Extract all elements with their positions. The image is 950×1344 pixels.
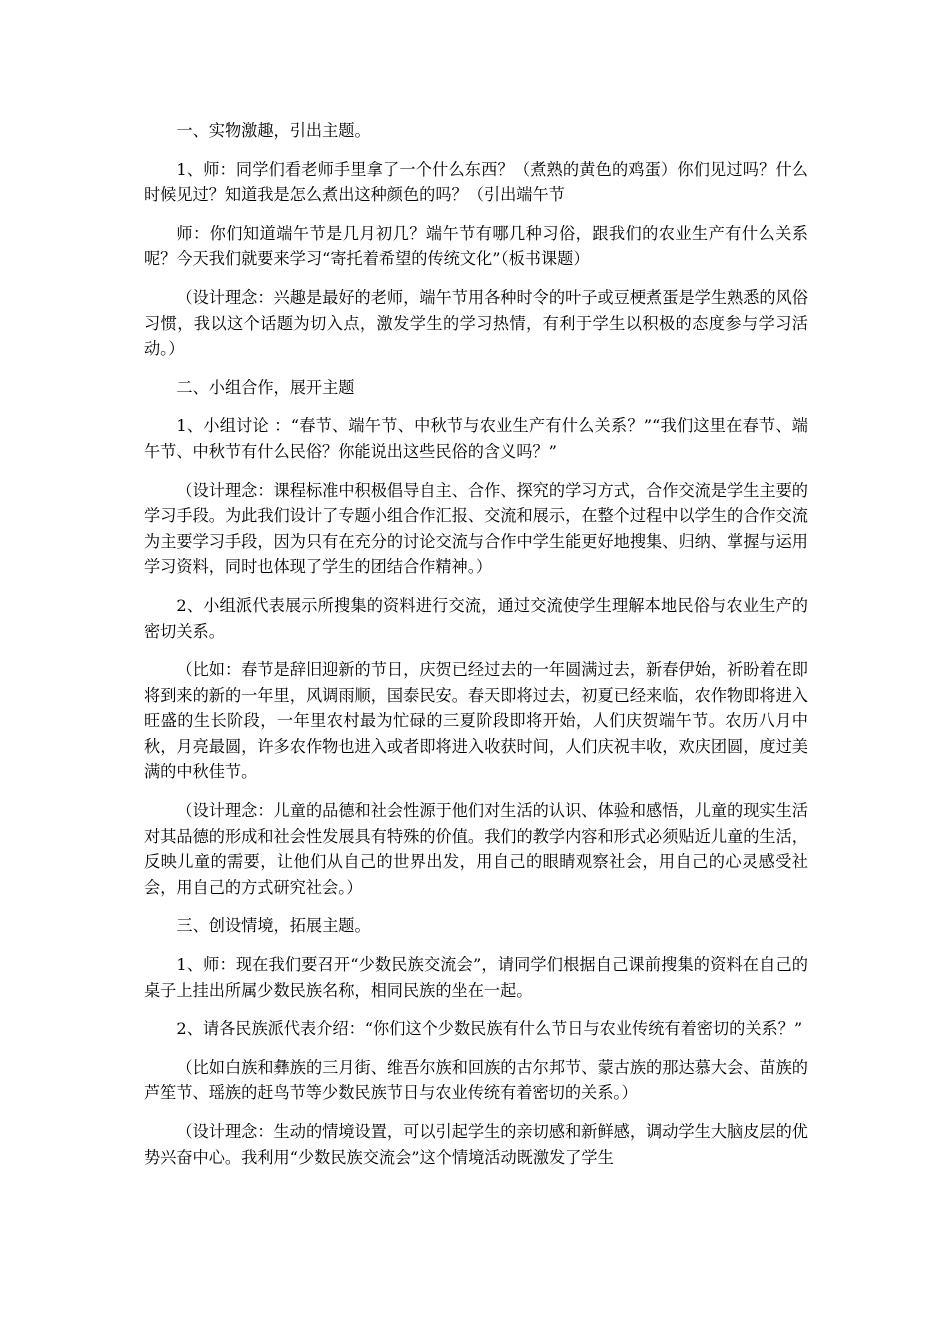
design-rationale-paragraph: （设计理念：儿童的品德和社会性源于他们对生活的认识、体验和感悟，儿童的现实生活对其品德的形成和社会性发展具有特殊的价值。我们的教学内容和形式必须贴近儿童的生活，反映儿童的需要，让他们从自己的世界出发，用自己的眼睛观察社会，用自己的心灵感受社会，用自己的方式研究社会。） (144, 801, 808, 897)
section-heading-1: 一、实物激趣，引出主题。 (176, 121, 371, 140)
design-rationale-paragraph: （设计理念：生动的情境设置，可以引起学生的亲切感和新鲜感，调动学生大脑皮层的优势兴奋中心。我利用“少数民族交流会”这个情境活动既激发了学生 (144, 1122, 808, 1167)
design-rationale-paragraph: （设计理念：兴趣是最好的老师，端午节用各种时令的叶子或豆梗煮蛋是学生熟悉的风俗习惯，我以这个话题为切入点，激发学生的学习热情，有利于学生以积极的态度参与学习活动。） (144, 287, 808, 359)
section-heading-3: 三、创设情境，拓展主题。 (176, 916, 371, 936)
paragraph: 2、小组派代表展示所搜集的资料进行交流，通过交流使学生理解本地民俗与农业生产的密切关系。 (144, 595, 808, 641)
section-heading-2: 二、小组合作，展开主题 (176, 377, 355, 397)
paragraph: 1、小组讨论 ：“春节、端午节、中秋节与农业生产有什么关系？”“我们这里在春节、端午节、中秋节有什么民俗？你能说出这些民俗的含义吗？” (144, 416, 808, 461)
paragraph: 1、师：现在我们要召开“少数民族交流会”，请同学们根据自己课前搜集的资料在自己的桌子上挂出所属少数民族名称，相同民族的坐在一起。 (144, 955, 808, 1000)
example-paragraph: （比如：春节是辞旧迎新的节日，庆贺已经过去的一年圆满过去，新春伊始，祈盼着在即将到来的新的一年里，风调雨顺，国泰民安。春天即将过去，初夏已经来临，农作物即将进入旺盛的生长阶段，一年里农村最为忙碌的三夏阶段即将开始，人们庆贺端午节。农历八月中秋，月亮最圆，许多农作物也进入或者即将进入收获时间，人们庆祝丰收，欢庆团圆，度过美满的中秋佳节。 (144, 660, 808, 782)
paragraph: 1、师：同学们看老师手里拿了一个什么东西？（煮熟的黄色的鸡蛋）你们见过吗？什么时候见过？知道我是怎么煮出这种颜色的吗？（引出端午节 (144, 159, 808, 205)
design-rationale-paragraph: （设计理念：课程标准中积极倡导自主、合作、探究的学习方式，合作交流是学生主要的学习手段。为此我们设计了专题小组合作汇报、交流和展示，在整个过程中以学生的合作交流为主要学习手段，因为只有在充分的讨论交流与合作中学生能更好地搜集、归纳、掌握与运用学习资料，同时也体现了学生的团结合作精神。） (144, 480, 808, 577)
example-paragraph: （比如白族和彝族的三月街、维吾尔族和回族的古尔邦节、蒙古族的那达慕大会、苗族的芦笙节、瑶族的赶鸟节等少数民族节日与农业传统有着密切的关系。） (144, 1057, 808, 1103)
paragraph: 师：你们知道端午节是几月初几？端午节有哪几种习俗，跟我们的农业生产有什么关系呢？今天我们就要来学习“寄托着希望的传统文化”（板书课题） (144, 223, 808, 269)
document-page (144, 118, 808, 1183)
paragraph: 2、请各民族派代表介绍：“你们这个少数民族有什么节日与农业传统有着密切的关系？” (176, 1019, 803, 1039)
